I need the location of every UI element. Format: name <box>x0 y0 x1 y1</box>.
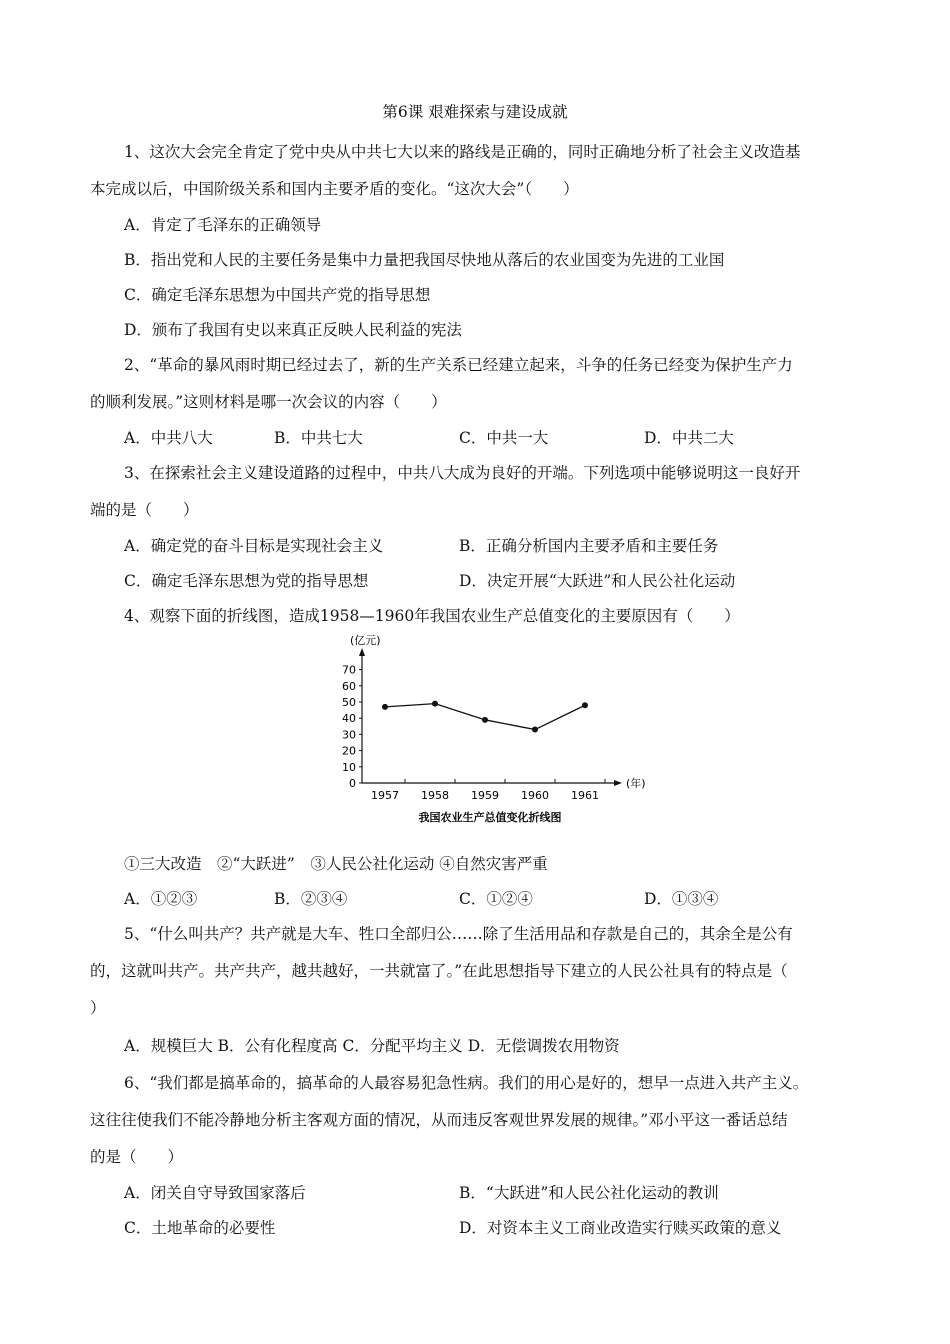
chart-y-tick-label: 0 <box>349 777 356 790</box>
q4-option-a: A．①②③ <box>124 890 198 908</box>
q4-option-b: B．②③④ <box>274 890 348 908</box>
q1-option-d: D．颁布了我国有史以来真正反映人民利益的宪法 <box>124 321 462 339</box>
q1-stem-line2: 本完成以后，中国阶级关系和国内主要矛盾的变化。“这次大会”（ ） <box>90 180 579 198</box>
chart-data-point <box>482 717 488 723</box>
q3-option-b: B．正确分析国内主要矛盾和主要任务 <box>459 537 719 555</box>
q6-stem-line3: 的是（ ） <box>90 1148 184 1166</box>
chart-data-point <box>432 701 438 707</box>
q2-stem-line2: 的顺利发展。”这则材料是哪一次会议的内容（ ） <box>90 393 447 411</box>
q5-stem-line2: 的，这就叫共产。共产共产，越共越好，一共就富了。”在此思想指导下建立的人民公社具有的特点是（ <box>90 962 788 980</box>
q6-option-d: D．对资本主义工商业改造实行赎买政策的意义 <box>459 1219 782 1237</box>
q6-option-a: A．闭关自守导致国家落后 <box>124 1184 306 1202</box>
chart-series-line <box>385 704 585 730</box>
q6-option-b: B．“大跃进”和人民公社化运动的教训 <box>459 1184 719 1202</box>
chart-y-tick-label: 50 <box>342 696 356 709</box>
chart-y-tick-label: 30 <box>342 728 356 742</box>
chart-data-point <box>382 704 388 710</box>
q3-stem-line2: 端的是（ ） <box>90 501 199 519</box>
q5-stem-line3: ） <box>90 999 106 1017</box>
q6-stem-line2: 这往往使我们不能冷静地分析主客观方面的情况，从而违反客观世界发展的规律。”邓小平这一番话总结 <box>90 1111 788 1129</box>
line-chart <box>320 628 660 828</box>
q2-option-b: B．中共七大 <box>274 429 363 447</box>
q4-options-row <box>124 887 844 909</box>
chart-title: 我国农业生产总值变化折线图 <box>418 811 562 824</box>
q1-stem-line1: 1、这次大会完全肯定了党中央从中共七大以来的路线是正确的，同时正确地分析了社会主义改造基 <box>124 143 801 161</box>
q6-options-row1 <box>124 1181 844 1203</box>
q4-option-d: D．①③④ <box>644 890 719 908</box>
q3-options-row2 <box>124 569 844 591</box>
chart-x-tick-label: 1958 <box>421 789 449 802</box>
chart-y-tick-label: 70 <box>342 663 356 677</box>
q2-option-d: D．中共二大 <box>644 429 734 447</box>
chart-y-tick-label: 20 <box>342 744 356 758</box>
q4-stem: 4、观察下面的折线图，造成1958—1960年我国农业生产总值变化的主要原因有（ ） <box>124 607 740 625</box>
chart-x-axis-arrow <box>614 780 622 786</box>
chart-y-tick-label: 10 <box>342 760 356 774</box>
q6-stem-line1: 6、“我们都是搞革命的，搞革命的人最容易犯急性病。我们的用心是好的，想早一点进入共产主义。 <box>124 1074 809 1092</box>
q6-option-c: C．土地革命的必要性 <box>124 1219 276 1237</box>
chart-y-tick-label: 40 <box>342 712 356 726</box>
page-title: 第6课 艰难探索与建设成就 <box>382 103 568 121</box>
q4-option-c: C．①②④ <box>459 890 533 908</box>
q2-stem-line1: 2、“革命的暴风雨时期已经过去了，新的生产关系已经建立起来，斗争的任务已经变为保护生产力 <box>124 356 793 374</box>
chart-y-tick-label: 60 <box>342 679 356 693</box>
chart-data-point <box>532 727 538 733</box>
q2-option-c: C．中共一大 <box>459 429 549 447</box>
chart-x-axis-label: (年) <box>626 777 646 790</box>
q3-option-d: D．决定开展“大跃进”和人民公社化运动 <box>459 572 736 590</box>
chart-y-axis-label: (亿元) <box>350 634 381 647</box>
q2-option-a: A．中共八大 <box>124 429 213 447</box>
q1-option-c: C．确定毛泽东思想为中国共产党的指导思想 <box>124 286 431 304</box>
chart-x-tick-label: 1957 <box>371 789 399 802</box>
q1-option-a: A．肯定了毛泽东的正确领导 <box>124 216 322 234</box>
q3-stem-line1: 3、在探索社会主义建设道路的过程中，中共八大成为良好的开端。下列选项中能够说明这一良好开 <box>124 464 801 482</box>
q3-options-row1 <box>124 534 844 556</box>
q4-statement-options: ①三大改造 ②“大跃进” ③人民公社化运动 ④自然灾害严重 <box>124 855 548 873</box>
q3-option-a: A．确定党的奋斗目标是实现社会主义 <box>124 537 384 555</box>
q5-stem-line1: 5、“什么叫共产？共产就是大车、牲口全部归公……除了生活用品和存款是自己的，其余全是公有 <box>124 925 793 943</box>
chart-x-tick-label: 1960 <box>521 789 549 802</box>
q2-options-row <box>124 426 844 448</box>
chart-x-tick-label: 1961 <box>571 789 599 802</box>
chart-x-tick-label: 1959 <box>471 789 499 802</box>
q3-option-c: C．确定毛泽东思想为党的指导思想 <box>124 572 369 590</box>
q5-options: A．规模巨大 B．公有化程度高 C．分配平均主义 D．无偿调拨农用物资 <box>124 1037 620 1055</box>
chart-y-axis-arrow <box>359 648 365 656</box>
chart-data-point <box>582 702 588 708</box>
q1-option-b: B．指出党和人民的主要任务是集中力量把我国尽快地从落后的农业国变为先进的工业国 <box>124 251 725 269</box>
q6-options-row2 <box>124 1216 844 1238</box>
